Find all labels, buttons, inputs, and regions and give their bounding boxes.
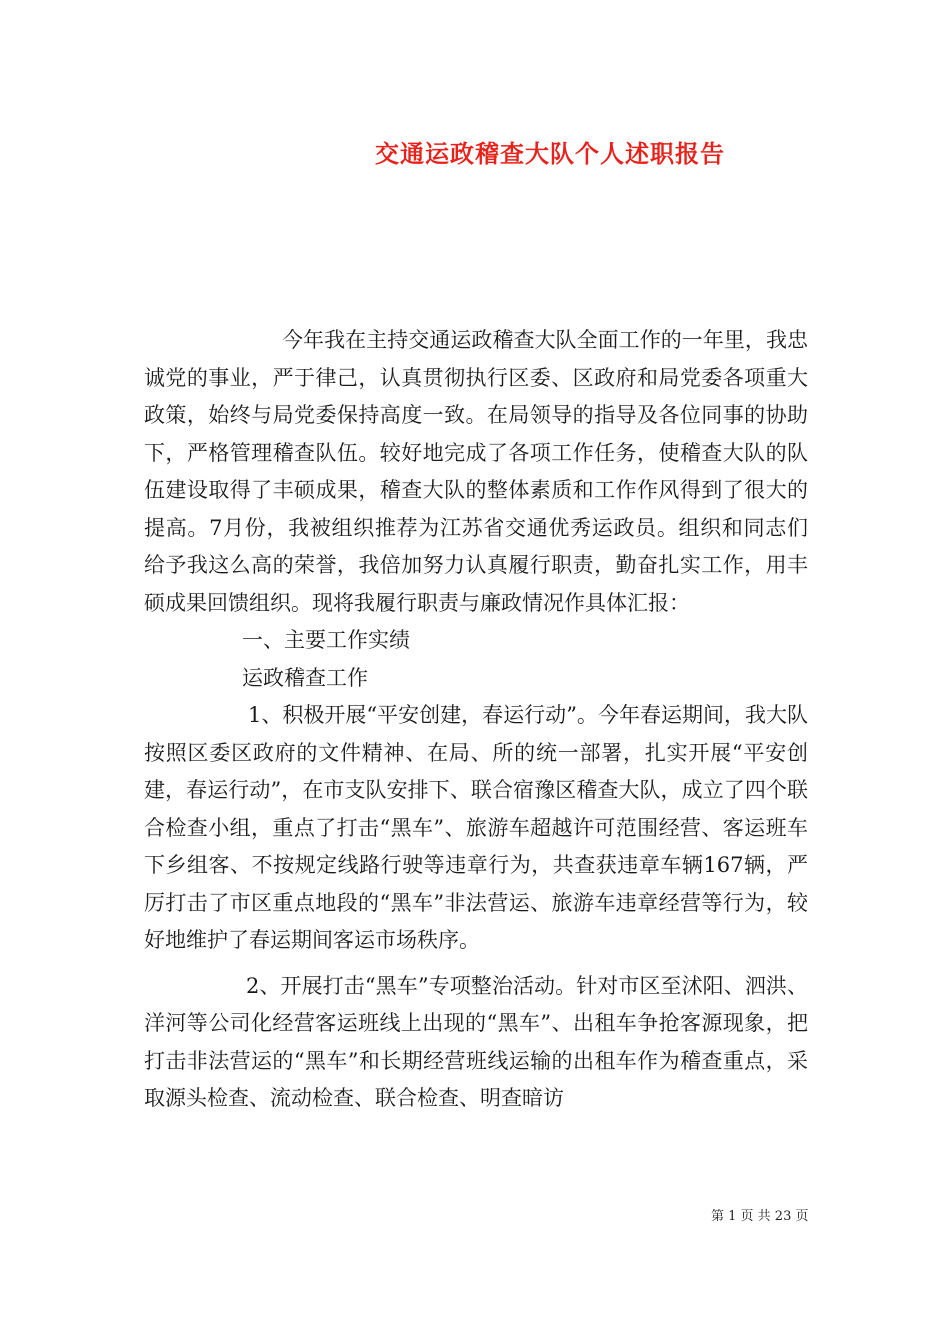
page-number-footer: 第 1 页 共 23 页 (711, 1209, 809, 1224)
item-paragraph-1: 1、积极开展“平安创建，春运行动”。今年春运期间，我大队按照区委区政府的文件精神、在局、所的统一部署，扎实开展“平安创建，春运行动”，在市支队安排下、联合宿豫区稽查大队，成立了四个联合检查小组，重点了打击“黑车”、旅游车超越许可范围经营、客运班车下乡组客、不按规定线路行驶等违章行为，共查获违章车辆167辆，严厉打击了市区重点地段的“黑车”非法营运、旅游车违章经营等行为，较好地维护了春运期间客运市场秩序。 (144, 703, 808, 952)
section-heading-main-achievements: 一、主要工作实绩 (242, 628, 410, 652)
intro-paragraph: 今年我在主持交通运政稽查大队全面工作的一年里，我忠诚党的事业，严于律己，认真贯彻执行区委、区政府和局党委各项重大政策，始终与局党委保持高度一致。在局领导的指导及各位同事的协助下，严格管理稽查队伍。较好地完成了各项工作任务，使稽查大队的队伍建设取得了丰硕成果，稽查大队的整体素质和工作作风得到了很大的提高。7月份，我被组织推荐为江苏省交通优秀运政员。组织和同志们给予我这么高的荣誉，我倍加努力认真履行职责，勤奋扎实工作，用丰硕成果回馈组织。现将我履行职责与廉政情况作具体汇报： (144, 328, 808, 615)
document-body (144, 322, 808, 1118)
item-paragraph-2: 2、开展打击“黑车”专项整治活动。针对市区至沭阳、泗洪、洋河等公司化经营客运班线上出现的“黑车”、出租车争抢客源现象，把打击非法营运的“黑车”和长期经营班线运输的出租车作为稽查重点，采取源头检查、流动检查、联合检查、明查暗访 (144, 973, 808, 1110)
subsection-heading-inspection-work: 运政稽查工作 (242, 665, 368, 690)
document-title: 交通运政稽查大队个人述职报告 (375, 139, 725, 168)
